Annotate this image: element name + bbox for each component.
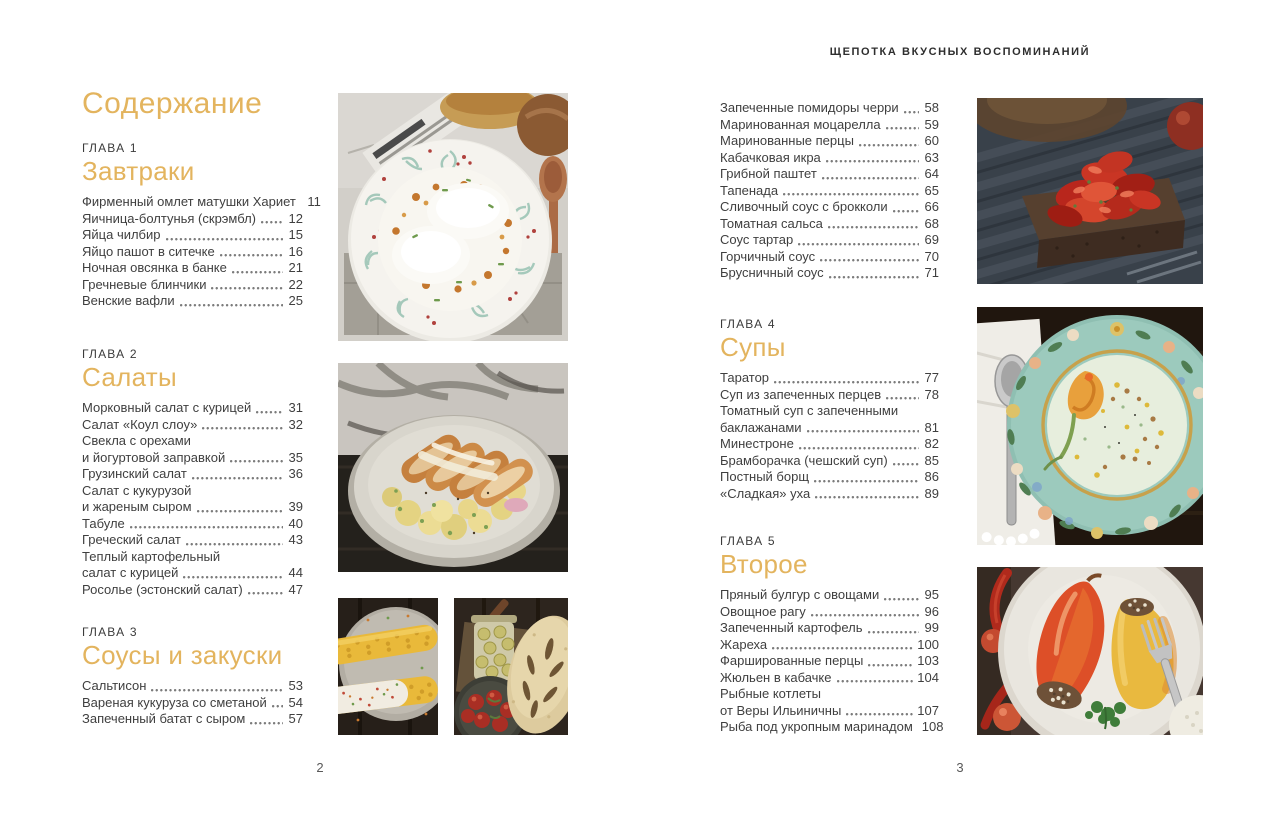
dotted-leader bbox=[230, 459, 283, 463]
dotted-leader bbox=[261, 220, 283, 224]
toc-page-number: 44 bbox=[288, 565, 303, 580]
toc-page-number: 77 bbox=[924, 370, 939, 385]
toc-page-number: 11 bbox=[307, 194, 321, 209]
toc-entry-title: и жареным сыром bbox=[82, 499, 192, 514]
toc-entry bbox=[82, 711, 303, 728]
toc-entry-title: Венские вафли bbox=[82, 293, 175, 308]
toc-page-number: 63 bbox=[924, 149, 939, 165]
dotted-leader bbox=[783, 192, 919, 196]
chapter-block-1 bbox=[82, 141, 321, 310]
chapter-label: ГЛАВА 3 bbox=[82, 625, 138, 639]
dotted-leader bbox=[859, 143, 919, 147]
toc-page-number: 69 bbox=[924, 232, 939, 247]
dotted-leader bbox=[180, 303, 283, 307]
toc-page-number: 70 bbox=[924, 248, 939, 264]
dotted-leader bbox=[248, 591, 283, 595]
dotted-leader bbox=[232, 270, 283, 274]
toc-page-number: 81 bbox=[924, 419, 939, 435]
dotted-leader bbox=[798, 242, 919, 246]
toc-page-number: 86 bbox=[924, 469, 939, 484]
toc-entry-title: Ночная овсянка в банке bbox=[82, 260, 227, 275]
toc-entry bbox=[720, 703, 939, 720]
toc-page-number: 107 bbox=[917, 702, 939, 718]
toc-entry bbox=[82, 194, 321, 211]
toc-page-number: 59 bbox=[924, 116, 939, 132]
running-header: ЩЕПОТКА ВКУСНЫХ ВОСПОМИНАНИЙ bbox=[829, 46, 1091, 58]
toc-entry bbox=[82, 260, 303, 277]
toc-entry bbox=[720, 453, 939, 470]
toc-entry bbox=[720, 370, 939, 387]
toc-entry bbox=[720, 183, 939, 200]
toc-entry bbox=[82, 483, 303, 500]
dotted-leader bbox=[183, 575, 283, 579]
toc-entry bbox=[720, 133, 939, 150]
toc-page-number: 89 bbox=[924, 485, 939, 501]
dotted-leader bbox=[220, 253, 283, 257]
toc-page-number: 65 bbox=[924, 182, 939, 198]
toc-entry bbox=[720, 469, 939, 486]
toc-entry-title: Свекла с орехами bbox=[82, 433, 191, 448]
toc-entry bbox=[82, 582, 303, 599]
toc-entry-title: Таратор bbox=[720, 370, 770, 385]
toc-page-number: 85 bbox=[924, 452, 939, 468]
toc-page-number: 39 bbox=[288, 499, 303, 514]
toc-entry-title: Теплый картофельный bbox=[82, 548, 221, 564]
dotted-leader bbox=[211, 286, 283, 290]
toc-page-number: 82 bbox=[924, 436, 939, 451]
chapter-title: Завтраки bbox=[82, 156, 195, 186]
toc-page-number: 15 bbox=[288, 227, 303, 242]
toc-page-number: 53 bbox=[288, 678, 303, 693]
toc-entry-title: Постный борщ bbox=[720, 469, 810, 484]
chapter-title: Салаты bbox=[82, 362, 177, 392]
toc-entry-title: Сливочный соус с брокколи bbox=[720, 199, 888, 214]
toc-entry-title: Морковный салат с курицей bbox=[82, 400, 252, 415]
toc-entry-title: Фаршированные перцы bbox=[720, 653, 864, 668]
chapter-title: Соусы и закуски bbox=[82, 640, 283, 670]
toc-entry bbox=[720, 216, 939, 233]
toc-entry bbox=[82, 417, 303, 434]
toc-page-number: 99 bbox=[924, 620, 939, 635]
toc-entry bbox=[82, 532, 303, 549]
toc-entry-title: Росолье (эстонский салат) bbox=[82, 581, 243, 597]
toc-entry-title: Пряный булгур с овощами bbox=[720, 587, 880, 602]
toc-continuation bbox=[720, 100, 939, 282]
dotted-leader bbox=[886, 126, 919, 130]
dotted-leader bbox=[772, 646, 913, 650]
toc-entry-title: Гречневые блинчики bbox=[82, 276, 207, 292]
toc-page-number: 104 bbox=[917, 669, 939, 685]
dotted-leader bbox=[893, 462, 919, 466]
toc-entry-title: Сальтисон bbox=[82, 678, 147, 693]
page-number-right: 3 bbox=[956, 760, 964, 775]
toc-entry bbox=[82, 565, 303, 582]
dotted-leader bbox=[186, 542, 283, 546]
toc-page-number: 108 bbox=[921, 719, 944, 734]
toc-page-number: 21 bbox=[288, 260, 303, 275]
toc-entry bbox=[82, 695, 303, 712]
toc-entry bbox=[720, 587, 939, 604]
toc-list bbox=[82, 678, 303, 728]
toc-page-number: 66 bbox=[924, 199, 939, 214]
toc-entry-title: Рыбные котлеты bbox=[720, 686, 821, 701]
toc-list bbox=[720, 370, 939, 502]
toc-page-number: 35 bbox=[288, 449, 303, 465]
toc-entry bbox=[82, 277, 303, 294]
toc-page-number: 95 bbox=[924, 587, 939, 602]
toc-list bbox=[720, 587, 944, 736]
toc-entry-title: Овощное рагу bbox=[720, 603, 806, 619]
toc-entry bbox=[720, 686, 939, 703]
toc-entry-title: Грибной паштет bbox=[720, 166, 817, 181]
toc-entry-title: Салат «Коул слоу» bbox=[82, 416, 198, 432]
dotted-leader bbox=[807, 429, 919, 433]
toc-list bbox=[82, 194, 321, 310]
toc-entry bbox=[82, 227, 303, 244]
photo-marinated-peppers-on-rye-toast bbox=[977, 98, 1203, 284]
toc-page-number: 54 bbox=[288, 694, 303, 710]
toc-entry-title: Вареная кукуруза со сметаной bbox=[82, 694, 267, 710]
dotted-leader bbox=[197, 509, 283, 513]
dotted-leader bbox=[815, 495, 919, 499]
toc-entry bbox=[720, 100, 939, 117]
toc-page-number: 36 bbox=[288, 466, 303, 481]
toc-entry-title: Маринованные перцы bbox=[720, 133, 854, 148]
photo-pickled-mozzarella-tomatoes-and-fougasse bbox=[454, 598, 568, 735]
toc-entry-title: Маринованная моцарелла bbox=[720, 116, 881, 132]
dotted-leader bbox=[820, 258, 919, 262]
toc-page-number: 32 bbox=[288, 416, 303, 432]
dotted-leader bbox=[811, 613, 919, 617]
toc-entry-title: Яичница-болтунья (скрэмбл) bbox=[82, 210, 256, 226]
toc-entry-title: «Сладкая» уха bbox=[720, 485, 811, 501]
toc-entry bbox=[720, 249, 939, 266]
toc-page-number: 12 bbox=[288, 210, 303, 226]
chapter-block-5 bbox=[720, 534, 944, 736]
toc-page-number: 96 bbox=[924, 603, 939, 619]
toc-entry-title: Салат с кукурузой bbox=[82, 482, 192, 498]
toc-entry bbox=[82, 516, 303, 533]
toc-entry bbox=[82, 400, 303, 417]
dotted-leader bbox=[893, 209, 919, 213]
dotted-leader bbox=[829, 275, 919, 279]
toc-entry-title: Жюльен в кабачке bbox=[720, 669, 832, 685]
toc-entry-title: Греческий салат bbox=[82, 532, 181, 547]
toc-entry bbox=[720, 199, 939, 216]
dotted-leader bbox=[202, 426, 283, 430]
toc-entry-title: Тапенада bbox=[720, 182, 779, 198]
contents-title: Содержание bbox=[82, 87, 263, 120]
toc-entry bbox=[82, 549, 303, 566]
dotted-leader bbox=[826, 159, 919, 163]
toc-entry bbox=[82, 244, 303, 261]
photo-poached-eggs-on-yogurt-plate bbox=[338, 93, 568, 341]
toc-entry bbox=[720, 620, 939, 637]
chapter-title: Второе bbox=[720, 549, 808, 579]
toc-entry-title: Горчичный соус bbox=[720, 248, 816, 264]
toc-entry-title: Фирменный омлет матушки Хариет bbox=[82, 194, 296, 209]
toc-page-number: 25 bbox=[288, 293, 303, 308]
dotted-leader bbox=[814, 479, 919, 483]
toc-page-number: 68 bbox=[924, 215, 939, 231]
dotted-leader bbox=[886, 396, 919, 400]
toc-page-number: 43 bbox=[288, 532, 303, 547]
dotted-leader bbox=[151, 688, 283, 692]
chapter-block-3 bbox=[82, 625, 303, 728]
toc-entry-title: от Веры Ильиничны bbox=[720, 702, 842, 718]
dotted-leader bbox=[884, 597, 919, 601]
dotted-leader bbox=[904, 110, 919, 114]
toc-page-number: 47 bbox=[288, 581, 303, 597]
toc-page-number: 58 bbox=[924, 100, 939, 115]
photo-boiled-corn-with-sour-cream bbox=[338, 598, 438, 735]
dotted-leader bbox=[868, 663, 913, 667]
chapter-block-2 bbox=[82, 347, 303, 598]
toc-entry bbox=[720, 719, 944, 736]
toc-entry-title: Суп из запеченных перцев bbox=[720, 386, 882, 402]
dotted-leader bbox=[272, 704, 283, 708]
toc-list bbox=[720, 100, 939, 282]
toc-entry-title: Кабачковая икра bbox=[720, 149, 821, 165]
toc-entry-title: Томатный суп с запеченными bbox=[720, 403, 899, 418]
toc-entry bbox=[82, 433, 303, 450]
toc-entry-title: баклажанами bbox=[720, 419, 802, 435]
toc-entry bbox=[720, 637, 939, 654]
toc-entry bbox=[720, 166, 939, 183]
dotted-leader bbox=[192, 476, 283, 480]
toc-entry bbox=[82, 466, 303, 483]
toc-entry bbox=[720, 420, 939, 437]
toc-page-number: 31 bbox=[288, 400, 303, 415]
toc-entry bbox=[720, 117, 939, 134]
toc-page-number: 22 bbox=[288, 276, 303, 292]
toc-page-number: 16 bbox=[288, 243, 303, 259]
toc-entry bbox=[720, 403, 939, 420]
toc-entry-title: Яйцо пашот в ситечке bbox=[82, 243, 215, 259]
toc-page-number: 78 bbox=[924, 386, 939, 402]
toc-entry-title: Брамборачка (чешский суп) bbox=[720, 452, 888, 468]
toc-page-number: 103 bbox=[917, 653, 939, 668]
toc-page-number: 60 bbox=[924, 133, 939, 148]
toc-page-number: 64 bbox=[924, 166, 939, 181]
toc-entry bbox=[720, 670, 939, 687]
dotted-leader bbox=[250, 721, 283, 725]
toc-entry bbox=[720, 265, 939, 282]
toc-entry bbox=[720, 604, 939, 621]
chapter-label: ГЛАВА 2 bbox=[82, 347, 138, 361]
toc-entry-title: Соус тартар bbox=[720, 232, 794, 247]
chapter-title: Супы bbox=[720, 332, 786, 362]
dotted-leader bbox=[846, 712, 913, 716]
toc-list bbox=[82, 400, 303, 598]
dotted-leader bbox=[828, 225, 919, 229]
toc-entry bbox=[82, 293, 303, 310]
toc-page-number: 40 bbox=[288, 515, 303, 531]
toc-entry-title: салат с курицей bbox=[82, 565, 179, 580]
photo-stuffed-peppers-on-plate bbox=[977, 567, 1203, 735]
toc-entry-title: Грузинский салат bbox=[82, 466, 187, 481]
toc-entry bbox=[82, 211, 303, 228]
toc-entry-title: Запеченный батат с сыром bbox=[82, 711, 246, 726]
toc-entry-title: Жареха bbox=[720, 636, 768, 652]
chapter-label: ГЛАВА 5 bbox=[720, 534, 776, 548]
toc-entry-title: и йогуртовой заправкой bbox=[82, 449, 226, 465]
photo-tarator-soup-in-ornate-plate bbox=[977, 307, 1203, 545]
chapter-block-4 bbox=[720, 317, 939, 502]
toc-entry bbox=[720, 150, 939, 167]
toc-entry-title: Табуле bbox=[82, 515, 125, 531]
toc-entry bbox=[720, 486, 939, 503]
dotted-leader bbox=[256, 410, 283, 414]
chapter-label: ГЛАВА 1 bbox=[82, 141, 138, 155]
toc-entry bbox=[82, 678, 303, 695]
dotted-leader bbox=[774, 380, 919, 384]
chapter-label: ГЛАВА 4 bbox=[720, 317, 776, 331]
toc-page-number: 71 bbox=[924, 265, 939, 280]
toc-entry-title: Запеченный картофель bbox=[720, 620, 863, 635]
toc-entry bbox=[720, 653, 939, 670]
dotted-leader bbox=[837, 679, 914, 683]
toc-entry-title: Томатная сальса bbox=[720, 215, 823, 231]
toc-entry-title: Яйца чилбир bbox=[82, 227, 161, 242]
toc-entry bbox=[720, 232, 939, 249]
toc-entry-title: Брусничный соус bbox=[720, 265, 824, 280]
toc-entry bbox=[82, 450, 303, 467]
toc-entry bbox=[82, 499, 303, 516]
toc-entry-title: Рыба под укропным маринадом bbox=[720, 719, 913, 734]
dotted-leader bbox=[822, 176, 919, 180]
dotted-leader bbox=[868, 630, 919, 634]
toc-entry bbox=[720, 387, 939, 404]
page-number-left: 2 bbox=[316, 760, 324, 775]
photo-chicken-and-potato-salad-plate bbox=[338, 363, 568, 572]
toc-entry-title: Запеченные помидоры черри bbox=[720, 100, 899, 115]
toc-page-number: 57 bbox=[288, 711, 303, 726]
dotted-leader bbox=[130, 525, 283, 529]
dotted-leader bbox=[799, 446, 919, 450]
toc-entry bbox=[720, 436, 939, 453]
toc-page-number: 100 bbox=[917, 636, 939, 652]
dotted-leader bbox=[166, 237, 284, 241]
toc-entry-title: Минестроне bbox=[720, 436, 794, 451]
